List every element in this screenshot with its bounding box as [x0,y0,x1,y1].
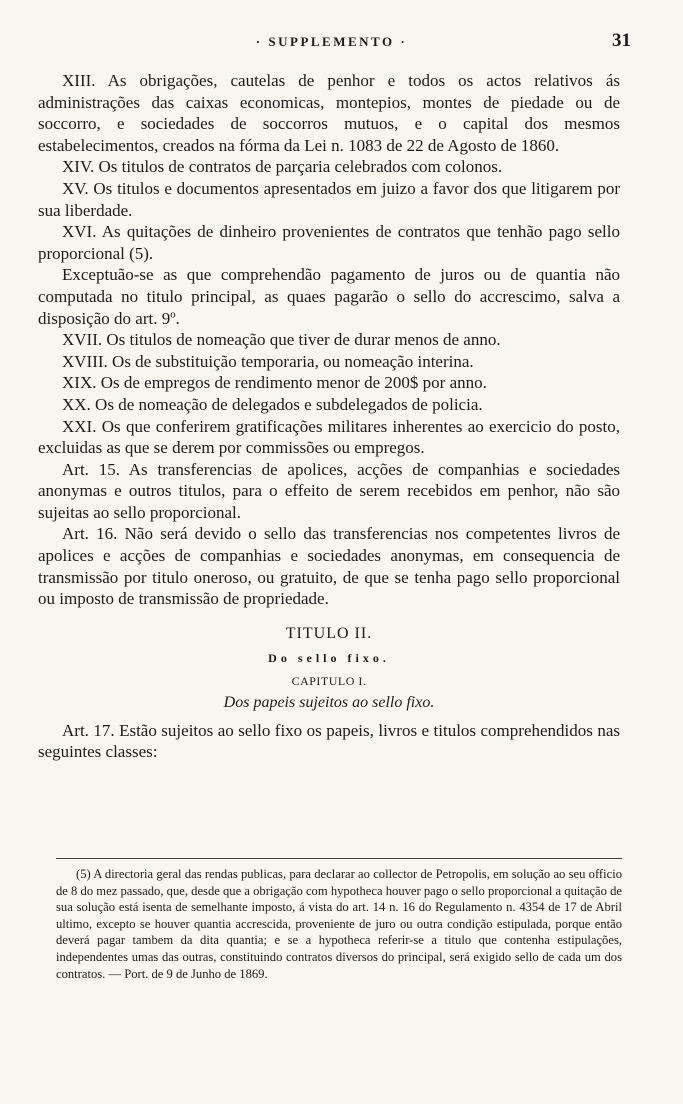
paragraph-xiv: XIV. Os titulos de contratos de parçaria celebrados com colonos. [62,157,503,177]
running-head: · SUPPLEMENTO · [255,34,408,49]
page-number: 31 [612,30,631,51]
paragraph-xx: XX. Os de nomeação de delegados e subdelegados de policia. [62,394,483,414]
capitulo-subtitle: Dos papeis sujeitos ao sello fixo. [223,693,435,711]
paragraph-art-15: Art. 15. As transferencias de apolices, acções de companhias e sociedades anonymas e outros titulos, para o effeito de serem recebidos em penhor, não são sujeitas ao sello proporcional. [38,459,620,522]
paragraph-art-16: Art. 16. Não será devido o sello das transferencias nos competentes livros de apolices e acções de companhias e sociedades anonymas, em consequencia de transmissão por titulo oneroso, ou gratuito, de que se tenha pago sello proporcional ou imposto de transmissão de propriedade. [38,524,620,609]
footnote-divider [56,858,622,859]
paragraph-xvii: XVII. Os titulos de nomeação que tiver de durar menos de anno. [62,330,501,350]
page-header [36,30,631,56]
paragraph-xvi: XVI. As quitações de dinheiro provenientes de contratos que tenhão pago sello proporcional (5). [38,222,620,263]
paragraph-xviii: XVIII. Os de substituição temporaria, ou nomeação interina. [62,351,474,371]
paragraph-art-17: Art. 17. Estão sujeitos ao sello fixo os papeis, livros e titulos comprehendidos nas seguintes classes: [38,720,620,762]
titulo-subtitle: Do sello fixo. [268,650,390,665]
paragraph-xiii: XIII. As obrigações, cautelas de penhor e todos os actos relativos ás administrações das caixas economicas, montepios, montes de piedade ou de soccorro, e sociedades de soccorros mutuos, e o capital dos mesmos estabelecimentos, creados na fórma da Lei n. 1083 de 22 de Agosto de 1860. [38,71,620,155]
paragraph-xxi: XXI. Os que conferirem gratificações militares inherentes ao exercicio do posto, excluidas as que se derem por commissões ou empregos. [38,416,620,458]
footnote: (5) A directoria geral das rendas publicas, para declarar ao collector de Petropolis, em solução ao seu officio de 8 do mez passado, que, desde que a obrigação com hypotheca houver pago o sello proporcional a quitação de sua solução está isenta de semelhante imposto, á vista do art. 14 n. 16 do Regulamento n. 4354 de 17 de Abril ultimo, excepto se houver quantia accrescida, proveniente de juro ou outra condição estipulada, porque então deverá pagar tambem da dita quantia; e se a hypotheca referir-se a titulo que contenha estipulações, independentes umas das outras, constituindo contratos diversos do principal, será exigido sello de cada um dos contratos. — Port. de 9 de Junho de 1869. [56,867,622,981]
titulo-heading: TITULO II. [285,624,373,642]
paragraph-xv: XV. Os titulos e documentos apresentados em juizo a favor dos que litigarem por sua liberdade. [38,178,620,220]
section-heading [38,624,620,714]
body-text [38,70,620,763]
paragraph-exception: Exceptuão-se as que comprehendão pagamento de juros ou de quantia não computada no titulo principal, as quaes pagarão o sello do accrescimo, salva a disposição do art. 9º. [38,265,620,328]
capitulo-heading: CAPITULO I. [291,673,367,688]
paragraph-xix: XIX. Os de empregos de rendimento menor de 200$ por anno. [62,373,487,393]
